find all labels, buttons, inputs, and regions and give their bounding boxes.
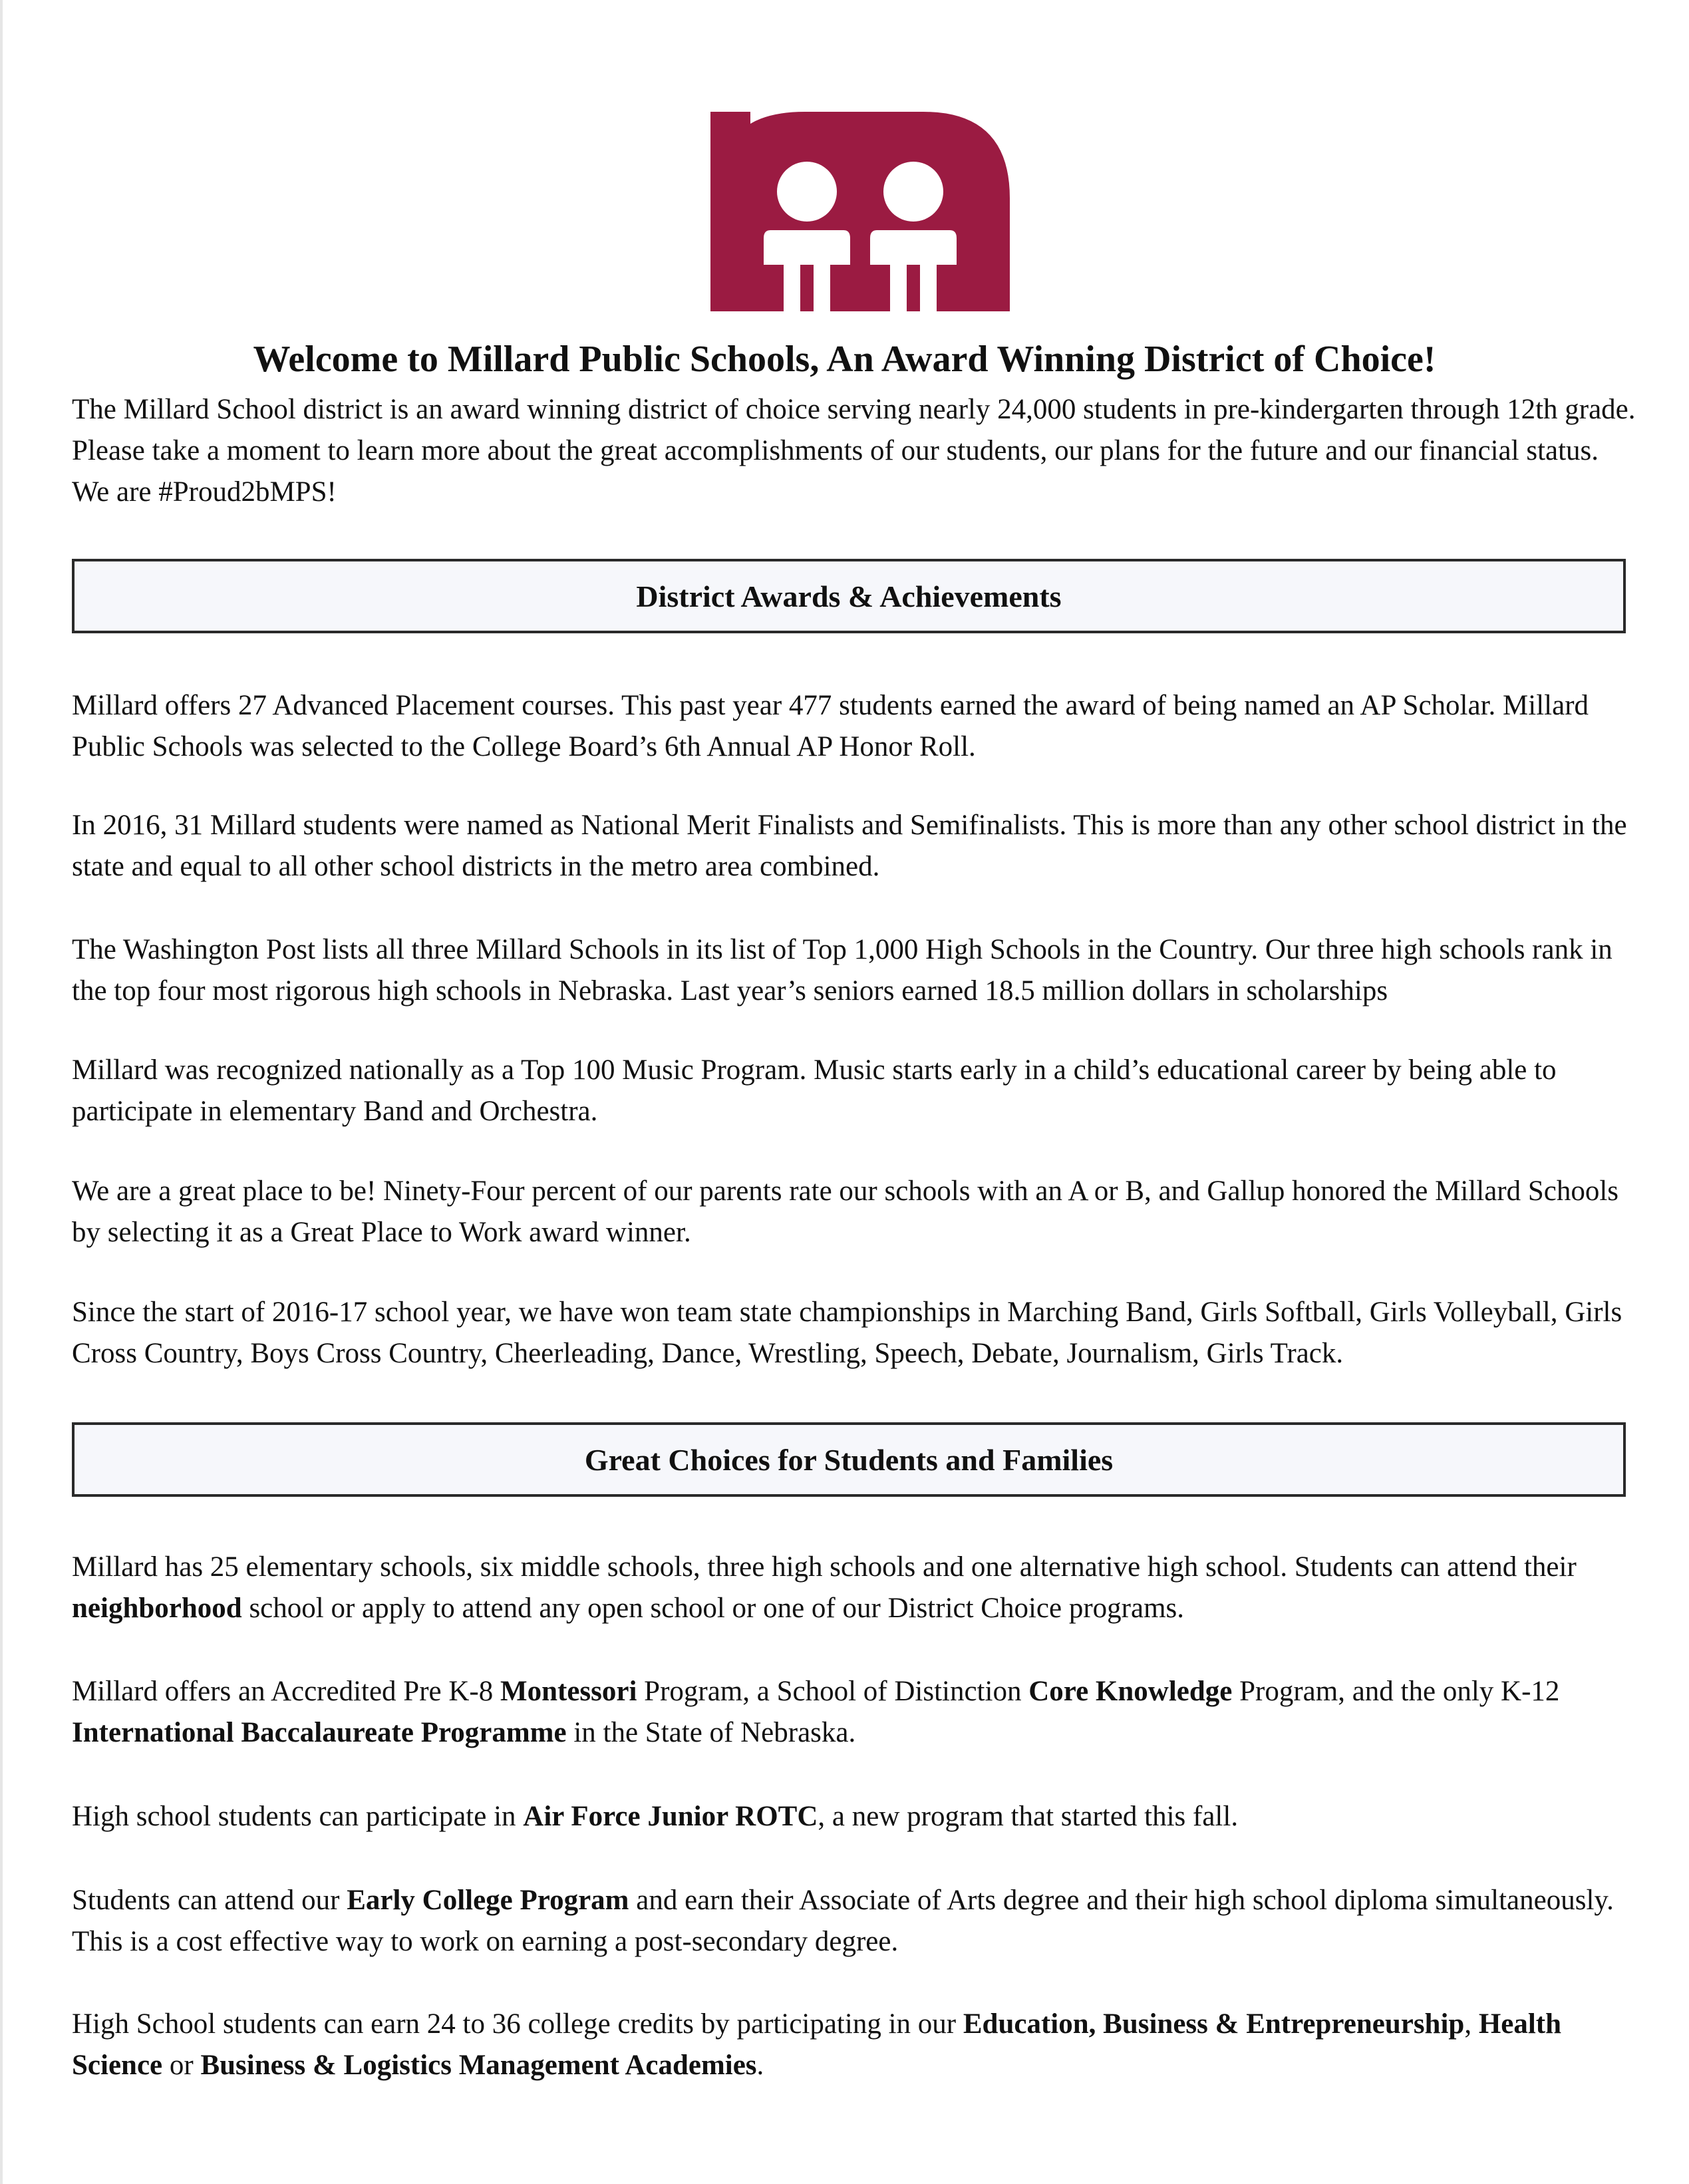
awards-paragraph-championships: Since the start of 2016-17 school year, we have won team state championships in Marching Band, Girls Softball, Girls Volleyball, Girls Cross Country, Boys Cross Country, Cheerleading, Dance, Wrestling, Speech, Debate, Journalism, Girls Track. bbox=[72, 1297, 1622, 1369]
section-heading-choices: Great Choices for Students and Families bbox=[72, 1422, 1626, 1497]
intro-paragraph: The Millard School district is an award winning district of choice serving nearly 24,000 students in pre-kindergarten through 12th grade. Please take a moment to learn more about the great accomplishments of our students, our plans for the future and our financial status. We are #Proud2bMPS! bbox=[72, 394, 1636, 508]
page-title: Welcome to Millard Public Schools, An Award Winning District of Choice! bbox=[253, 339, 1436, 380]
choices-paragraph-rotc: High school students can participate in Air Force Junior ROTC, a new program that started this fall. bbox=[72, 1801, 1239, 1832]
choices-paragraph-early-college: Students can attend our Early College Program and earn their Associate of Arts degree and their high school diploma simultaneously. This is a cost effective way to work on earning a post-secondary degree. bbox=[72, 1885, 1614, 1957]
awards-paragraph-ap: Millard offers 27 Advanced Placement courses. This past year 477 students earned the award of being named an AP Scholar. Millard Public Schools was selected to the College Board’s 6th Annual AP Honor Roll. bbox=[72, 690, 1589, 762]
awards-paragraph-washington-post: The Washington Post lists all three Millard Schools in its list of Top 1,000 High Schools in the Country. Our three high schools rank in the top four most rigorous high schools in Nebraska. Last year’s seniors earned 18.5 million dollars in scholarships bbox=[72, 934, 1612, 1007]
awards-paragraph-merit: In 2016, 31 Millard students were named as National Merit Finalists and Semifinalists. This is more than any other school district in the state and equal to all other school districts in the metro area combined. bbox=[72, 810, 1627, 882]
awards-paragraph-great-place: We are a great place to be! Ninety-Four percent of our parents rate our schools with an A or B, and Gallup honored the Millard Schools by selecting it as a Great Place to Work award winner. bbox=[72, 1175, 1619, 1248]
section-heading-awards: District Awards & Achievements bbox=[72, 559, 1626, 633]
choices-paragraph-programs: Millard offers an Accredited Pre K-8 Montessori Program, a School of Distinction Core Knowledge Program, and the only K-12 International Baccalaureate Programme in the State of Nebraska. bbox=[72, 1676, 1560, 1748]
awards-paragraph-music: Millard was recognized nationally as a Top 100 Music Program. Music starts early in a child’s educational career by being able to participate in elementary Band and Orchestra. bbox=[72, 1054, 1557, 1127]
logo-shape bbox=[710, 112, 1010, 311]
millard-logo bbox=[710, 112, 1010, 311]
choices-paragraph-schools: Millard has 25 elementary schools, six middle schools, three high schools and one alternative high school. Students can attend their neighborhood school or apply to attend any open school or one of our District Choice programs. bbox=[72, 1551, 1577, 1624]
scan-edge bbox=[0, 0, 3, 2184]
choices-paragraph-academies: High School students can earn 24 to 36 college credits by participating in our Education, Business & Entrepreneurship, Health Science or Business & Logistics Management Academies. bbox=[72, 2008, 1562, 2081]
